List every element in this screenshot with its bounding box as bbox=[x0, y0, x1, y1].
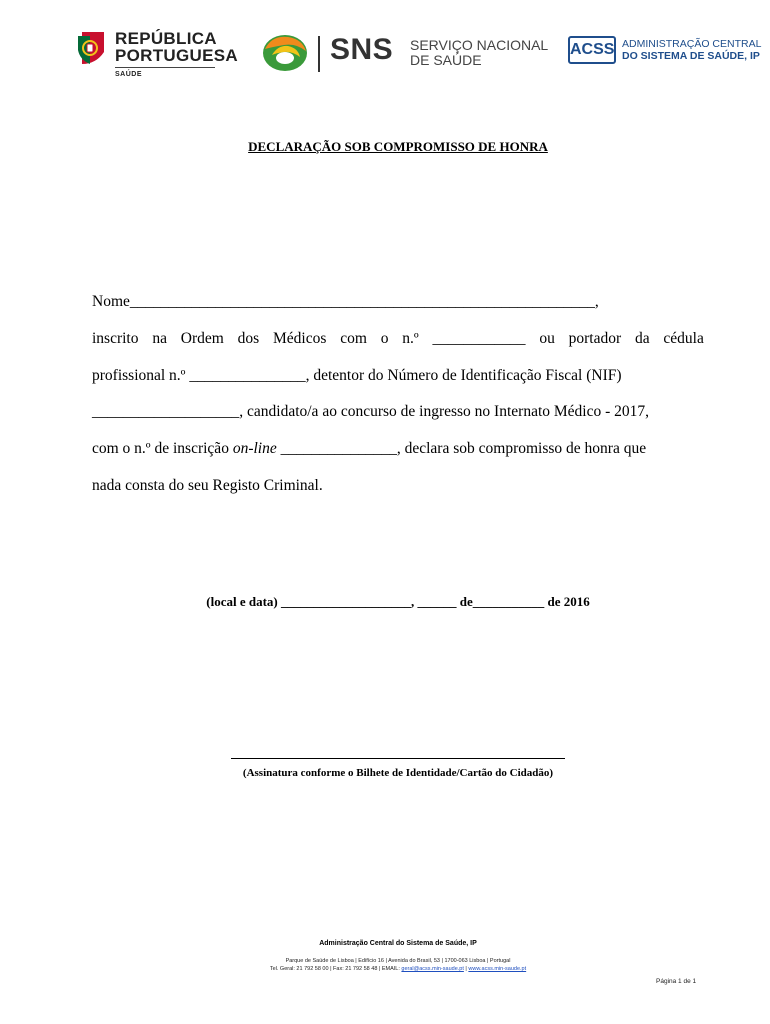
sns-line2: DE SAÚDE bbox=[410, 52, 482, 68]
footer-website-link[interactable]: www.acss.min-saude.pt bbox=[468, 966, 527, 972]
acss-line1: ADMINISTRAÇÃO CENTRAL bbox=[622, 38, 762, 50]
signature-label: (Assinatura conforme o Bilhete de Identidade/Cartão do Cidadão) bbox=[242, 767, 554, 779]
republica-portuguesa-emblem-icon bbox=[76, 30, 106, 66]
inscription-text-b: _______________, declara sob compromisso de honra que bbox=[276, 440, 647, 457]
sns-line1: SERVIÇO NACIONAL bbox=[410, 37, 549, 53]
ordem-line-word: cédula bbox=[663, 330, 704, 347]
footer-contact bbox=[0, 966, 770, 972]
ordem-line-word: n.º bbox=[402, 330, 419, 347]
republica-line1: REPÚBLICA bbox=[115, 29, 217, 48]
sns-fullname bbox=[410, 38, 548, 68]
republica-divider bbox=[115, 67, 215, 68]
footer-contact-separator: | bbox=[463, 966, 469, 972]
acss-logo-box: ACSS bbox=[568, 36, 616, 64]
document-title: DECLARAÇÃO SOB COMPROMISSO DE HONRA bbox=[248, 139, 548, 154]
sns-divider bbox=[318, 36, 320, 72]
ordem-line-word: Ordem bbox=[180, 330, 224, 347]
inscription-line bbox=[92, 440, 704, 458]
footer-email-link[interactable]: geral@acss.min-saude.pt bbox=[401, 966, 464, 972]
page-header bbox=[0, 0, 770, 100]
page-number: Página 1 de 1 bbox=[656, 978, 697, 985]
ordem-line-word: na bbox=[152, 330, 167, 347]
sns-abbreviation: SNS bbox=[330, 33, 394, 66]
name-line: Nome____________________________________________________________, bbox=[92, 293, 599, 310]
ordem-line-word: portador bbox=[568, 330, 622, 347]
republica-line2: PORTUGUESA bbox=[115, 46, 238, 65]
local-date-line: (local e data) ____________________, ______ de___________ de 2016 bbox=[206, 594, 590, 609]
ordem-line-word: o bbox=[380, 330, 389, 347]
footer-address: Parque de Saúde de Lisboa | Edifício 16 | Avenida do Brasil, 53 | 1700-063 Lisboa | Portugal bbox=[285, 958, 511, 964]
cedula-nif-line: profissional n.º _______________, detentor do Número de Identificação Fiscal (NIF) bbox=[92, 367, 622, 384]
ordem-line-word: ____________ bbox=[432, 330, 526, 347]
ordem-line-word: inscrito bbox=[92, 330, 139, 347]
candidate-line: ___________________, candidato/a ao concurso de ingresso no Internato Médico - 2017, bbox=[92, 403, 650, 420]
ordem-line-word: dos bbox=[237, 330, 260, 347]
sns-logo-icon bbox=[262, 33, 308, 73]
acss-line2: DO SISTEMA DE SAÚDE, IP bbox=[622, 50, 760, 62]
acss-fullname bbox=[622, 38, 761, 62]
ordem-line-word: da bbox=[634, 330, 650, 347]
registo-criminal-line: nada consta do seu Registo Criminal. bbox=[92, 477, 323, 494]
ordem-line-word: Médicos bbox=[272, 330, 327, 347]
republica-subtitle: SAÚDE bbox=[115, 71, 143, 78]
republica-portuguesa-wordmark bbox=[115, 30, 238, 64]
footer-organization: Administração Central do Sistema de Saúde, IP bbox=[319, 940, 477, 947]
ordem-line-word: ou bbox=[539, 330, 555, 347]
inscription-text-a: com o n.º de inscrição bbox=[92, 440, 233, 457]
ordem-medicos-line bbox=[92, 330, 704, 348]
inscription-online-text: on-line bbox=[232, 440, 277, 457]
ordem-line-word: com bbox=[340, 330, 367, 347]
footer-contact-prefix: Tel. Geral: 21 792 58 00 | Fax: 21 792 58 48 | EMAIL: bbox=[269, 966, 402, 972]
signature-line bbox=[231, 758, 565, 759]
